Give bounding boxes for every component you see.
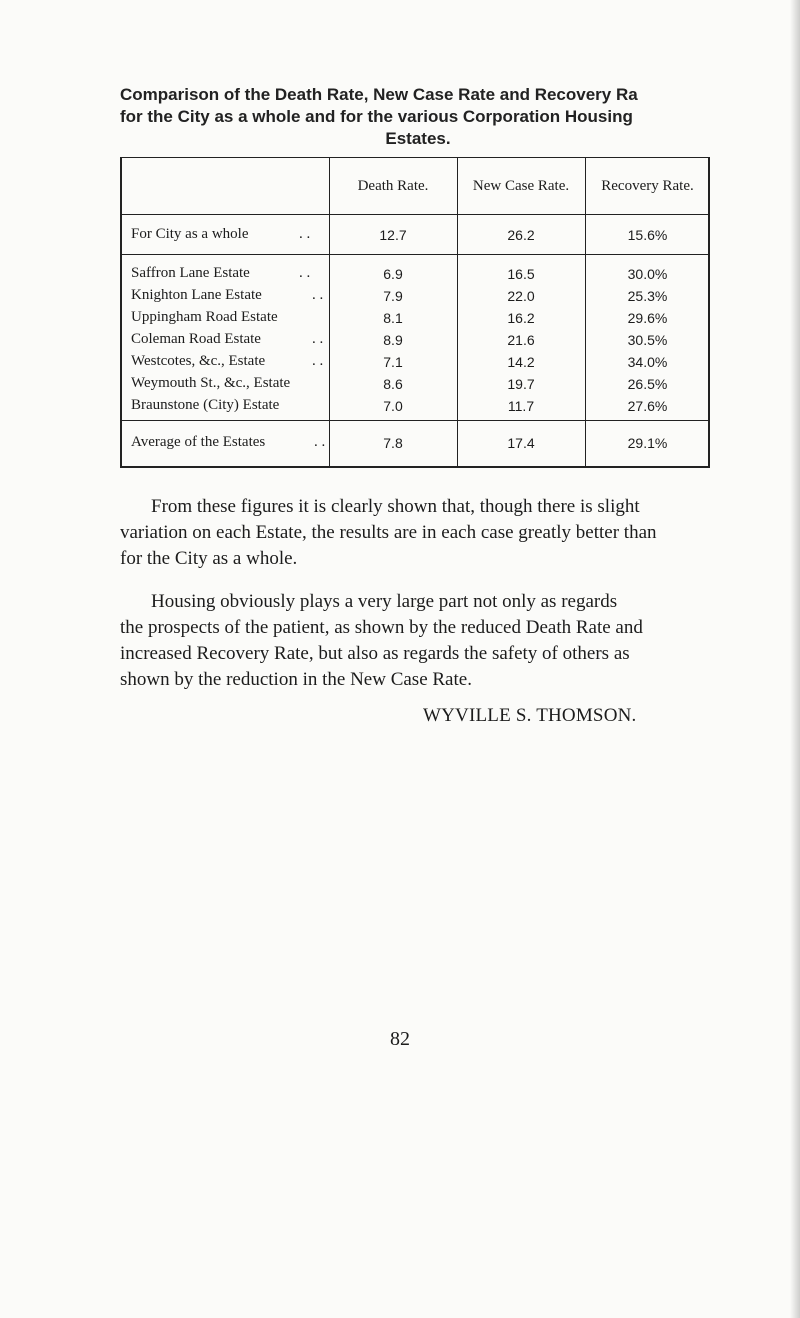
row-label-text: Braunstone (City) Estate (131, 397, 280, 413)
row-label-text: Saffron Lane Estate (131, 265, 250, 281)
table-row-label (131, 375, 290, 392)
cell-recovery-rate: 27.6% (627, 398, 668, 414)
cell-death-rate: 8.1 (383, 310, 403, 326)
cell-death-rate: 7.0 (383, 398, 403, 414)
row-label-text: For City as a whole (131, 226, 249, 242)
paragraph-line: the prospects of the patient, as shown by the reduced Death Rate and (120, 617, 643, 638)
row-label-dots: . . (312, 287, 324, 303)
table-row-label (131, 397, 279, 414)
cell-new-case-rate: 16.2 (507, 310, 535, 326)
row-label-dots: . . (299, 226, 311, 242)
title-line-3: Estates. (385, 129, 451, 148)
table-row-label (131, 287, 324, 304)
table-row-label (131, 265, 311, 282)
row-label-dots: . . (312, 353, 324, 369)
cell-recovery-rate: 25.3% (627, 288, 668, 304)
cell-death-rate: 7.1 (383, 354, 403, 370)
cell-new-case-rate: 17.4 (507, 435, 535, 451)
row-label-text: Uppingham Road Estate (131, 309, 278, 325)
row-label-text: Average of the Estates (131, 434, 266, 450)
paragraph-line: shown by the reduction in the New Case Rate. (120, 669, 472, 690)
title-line-2: for the City as a whole and for the various Corporation Housing (120, 107, 633, 126)
table-row-label (131, 226, 311, 243)
cell-recovery-rate: 30.0% (627, 266, 668, 282)
row-label-text: Westcotes, &c., Estate (131, 353, 266, 369)
table-row-label (131, 353, 324, 370)
cell-recovery-rate: 29.6% (627, 310, 668, 326)
cell-recovery-rate: 29.1% (627, 435, 668, 451)
header-recovery-rate: Recovery Rate. (601, 178, 694, 194)
cell-recovery-rate: 26.5% (627, 376, 668, 392)
cell-new-case-rate: 16.5 (507, 266, 535, 282)
paragraph-line: increased Recovery Rate, but also as regards the safety of others as (120, 643, 630, 664)
row-label-text: Weymouth St., &c., Estate (131, 375, 291, 391)
paragraph-housing (120, 589, 712, 693)
paragraph-line: From these figures it is clearly shown that, though there is slight (151, 496, 640, 517)
table-row-label (131, 331, 324, 348)
row-label-text: Knighton Lane Estate (131, 287, 262, 303)
paragraph-conclusion (120, 494, 712, 572)
cell-new-case-rate: 11.7 (507, 398, 535, 414)
cell-new-case-rate: 19.7 (507, 376, 535, 392)
author-signature: WYVILLE S. THOMSON. (423, 705, 637, 726)
cell-new-case-rate: 21.6 (507, 332, 535, 348)
row-divider (122, 254, 708, 255)
row-label-dots: . . (312, 331, 324, 347)
table-row-label (131, 434, 326, 451)
paragraph-line: Housing obviously plays a very large part not only as regards (151, 591, 618, 612)
page-edge-shadow (790, 0, 800, 1318)
header-new-case-rate: New Case Rate. (472, 178, 570, 194)
cell-death-rate: 8.9 (383, 332, 403, 348)
row-divider (122, 214, 708, 215)
cell-death-rate: 6.9 (383, 266, 403, 282)
cell-death-rate: 12.7 (379, 227, 407, 243)
cell-new-case-rate: 22.0 (507, 288, 535, 304)
row-divider (122, 420, 708, 421)
page-title (120, 84, 740, 150)
title-line-1: Comparison of the Death Rate, New Case Rate and Recovery Ra (120, 85, 638, 104)
cell-death-rate: 7.9 (383, 288, 403, 304)
cell-death-rate: 7.8 (383, 435, 403, 451)
cell-recovery-rate: 34.0% (627, 354, 668, 370)
cell-recovery-rate: 15.6% (627, 227, 668, 243)
header-death-rate: Death Rate. (357, 178, 429, 194)
row-label-text: Coleman Road Estate (131, 331, 261, 347)
comparison-table (120, 157, 710, 468)
cell-death-rate: 8.6 (383, 376, 403, 392)
cell-recovery-rate: 30.5% (627, 332, 668, 348)
cell-new-case-rate: 26.2 (507, 227, 535, 243)
row-label-dots: . . (314, 434, 326, 450)
paragraph-line: for the City as a whole. (120, 548, 298, 569)
table-row-label (131, 309, 278, 326)
paragraph-line: variation on each Estate, the results are in each case greatly better than (120, 522, 657, 543)
row-label-dots: . . (299, 265, 311, 281)
page-number: 82 (390, 1028, 410, 1050)
cell-new-case-rate: 14.2 (507, 354, 535, 370)
